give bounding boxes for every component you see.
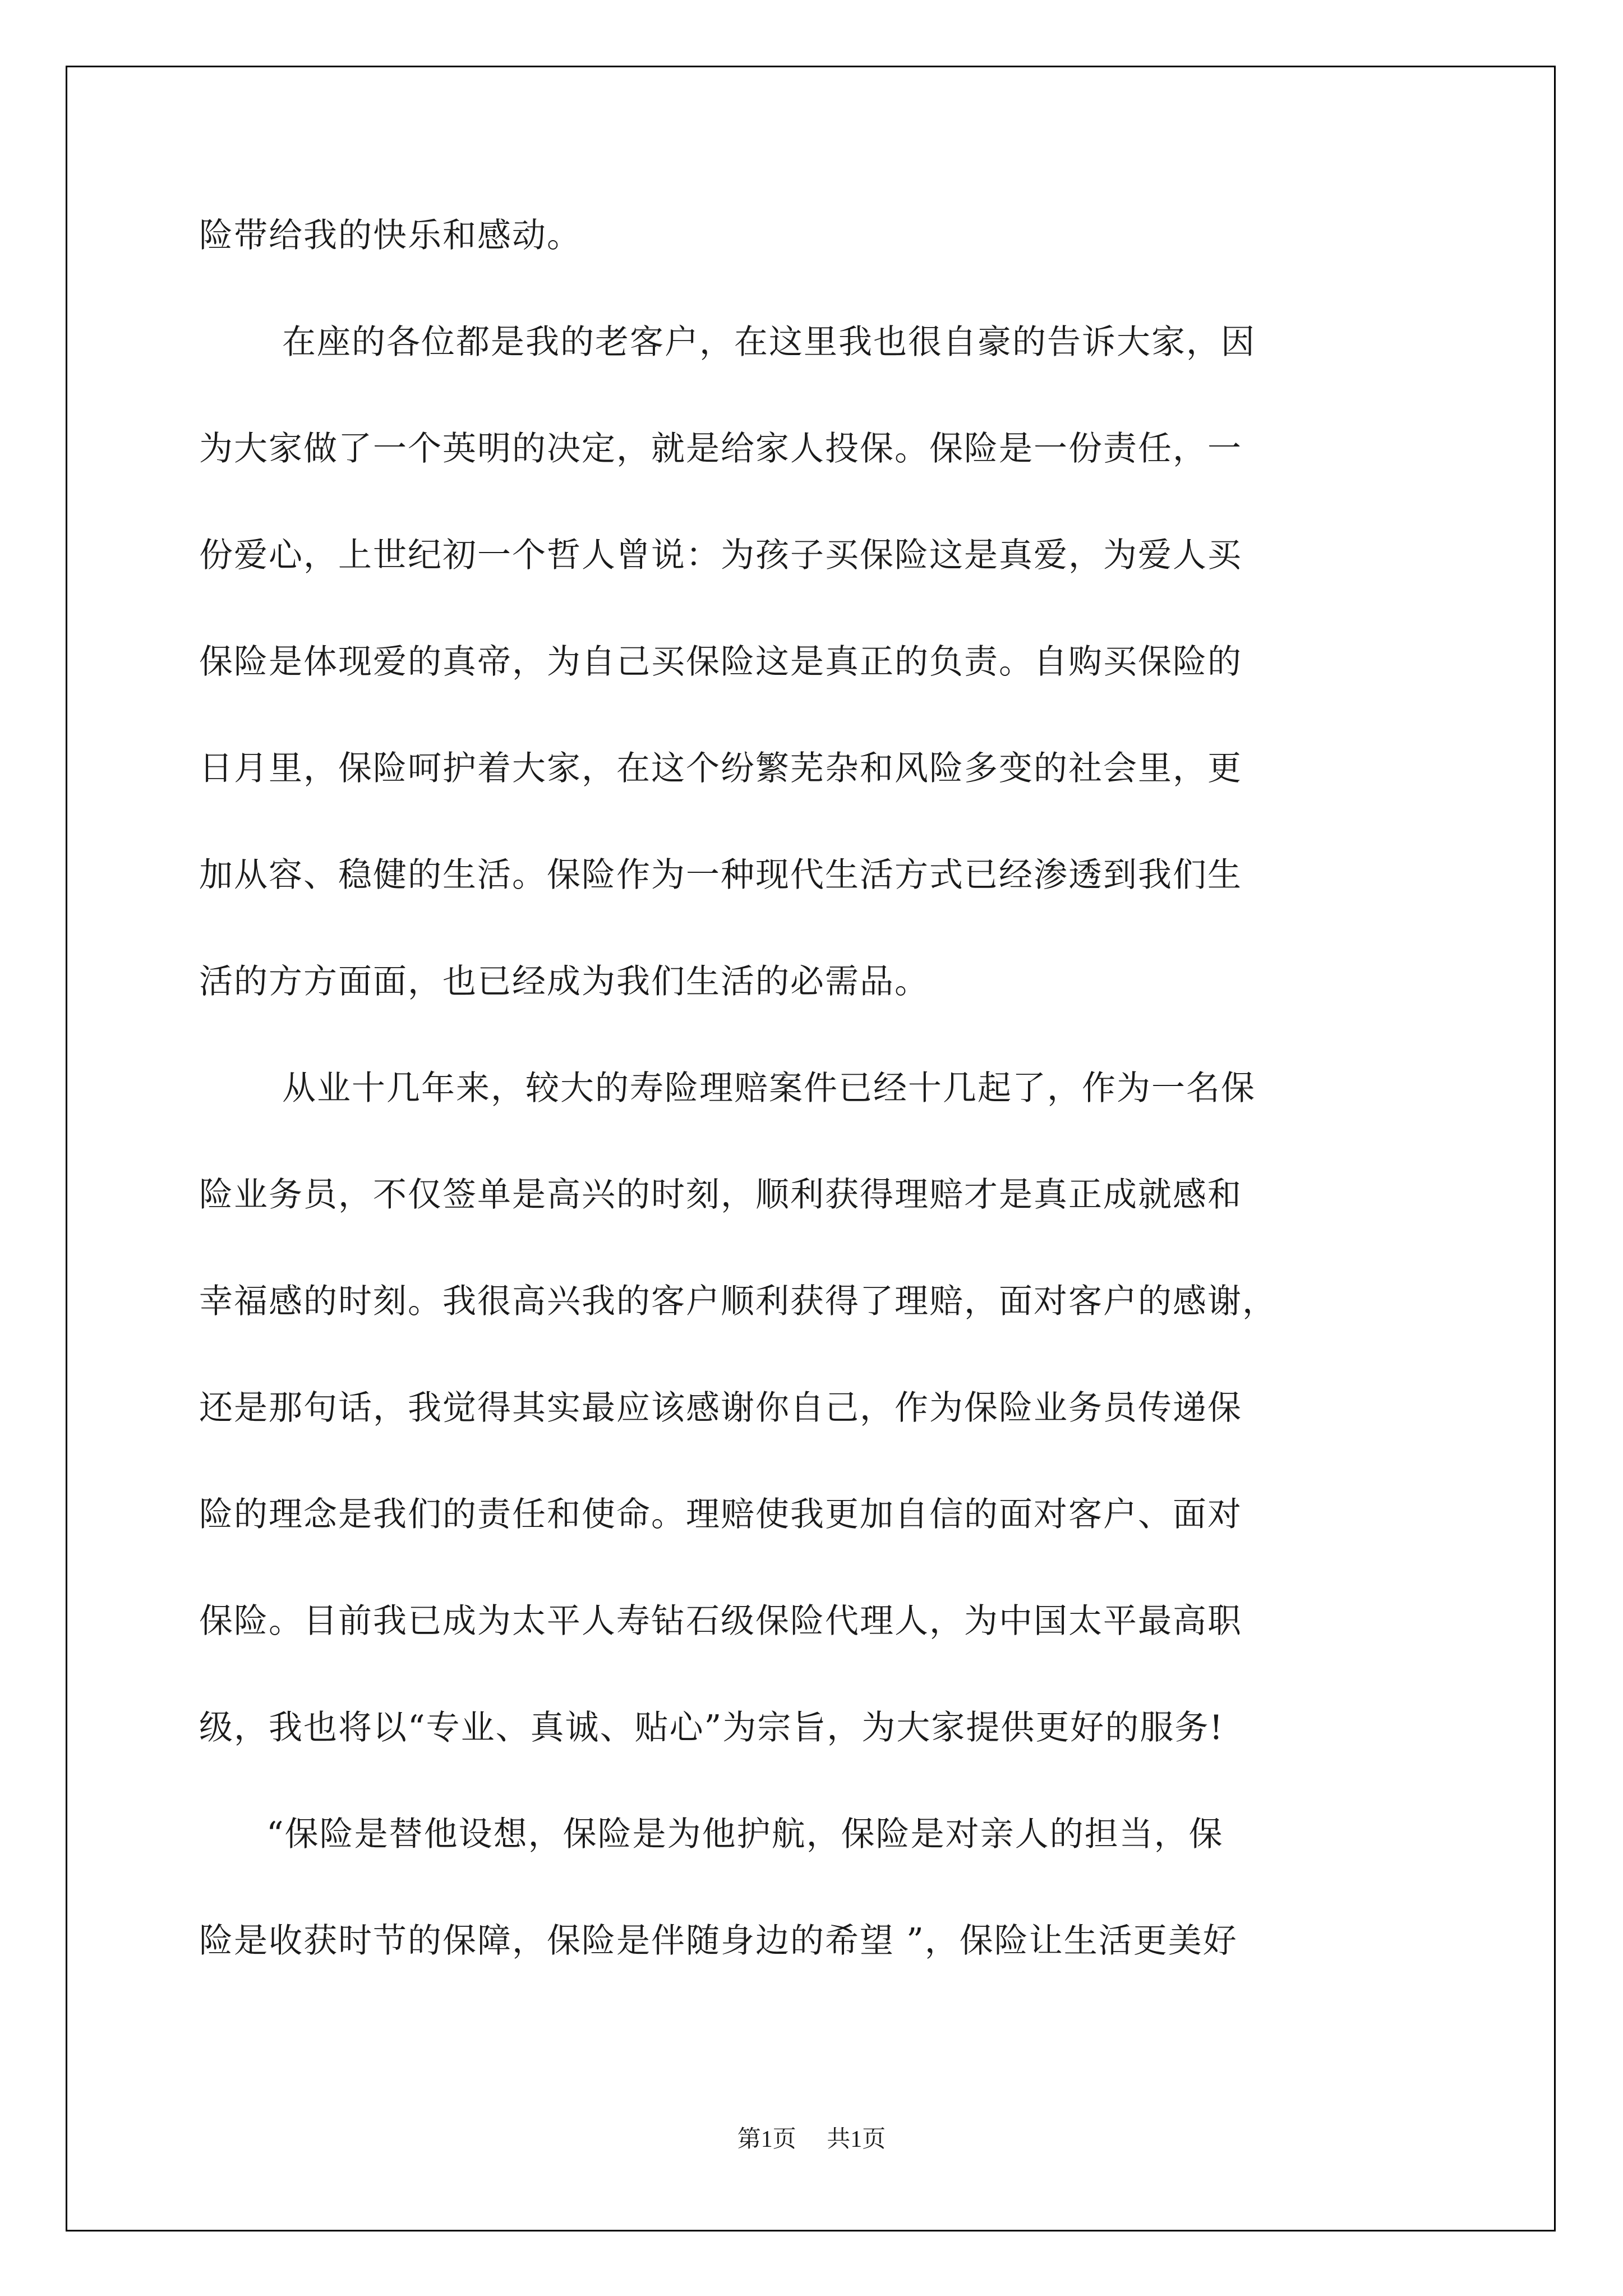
text-line: 份爱心，上世纪初一个哲人曾说：为孩子买保险这是真爱，为爱人买: [199, 536, 1242, 575]
paragraph-start-line: 从业十几年来，较大的寿险理赔案件已经十几起了，作为一名保: [282, 1069, 1256, 1108]
page-number-total: 共1页: [827, 2127, 886, 2152]
text-line: 为大家做了一个英明的决定，就是给家人投保。保险是一份责任，一: [199, 429, 1242, 468]
text-line: 险是收获时节的保障，保险是伴随身边的希望 ”，保险让生活更美好: [199, 1921, 1238, 1961]
text-line: 险业务员，不仅签单是高兴的时刻，顺利获得理赔才是真正成就感和: [199, 1175, 1242, 1214]
text-line: 活的方方面面，也已经成为我们生活的必需品。: [199, 962, 929, 1001]
paragraph-start-line: “保险是替他设想，保险是为他护航，保险是对亲人的担当，保: [266, 1815, 1224, 1854]
text-line: 幸福感的时刻。我很高兴我的客户顺利获得了理赔，面对客户的感谢，: [199, 1282, 1277, 1321]
text-line: 险带给我的快乐和感动。: [199, 216, 582, 255]
page-footer: [0, 2120, 1623, 2154]
text-line: 保险是体现爱的真帝，为自己买保险这是真正的负责。自购买保险的: [199, 642, 1242, 682]
page-number-current: 第1页: [737, 2127, 796, 2152]
text-line: 日月里，保险呵护着大家，在这个纷繁芜杂和风险多变的社会里，更: [199, 749, 1242, 788]
text-line: 级，我也将以“专业、真诚、贴心”为宗旨，为大家提供更好的服务!: [199, 1708, 1224, 1747]
text-line: 加从容、稳健的生活。保险作为一种现代生活方式已经渗透到我们生: [199, 855, 1242, 895]
text-line: 险的理念是我们的责任和使命。理赔使我更加自信的面对客户、面对: [199, 1495, 1242, 1534]
paragraph-start-line: 在座的各位都是我的老客户，在这里我也很自豪的告诉大家，因: [282, 323, 1256, 362]
text-line: 保险。目前我已成为太平人寿钻石级保险代理人，为中国太平最高职: [199, 1602, 1242, 1641]
document-body: [199, 210, 1461, 2022]
text-line: 还是那句话，我觉得其实最应该感谢你自己，作为保险业务员传递保: [199, 1388, 1242, 1428]
